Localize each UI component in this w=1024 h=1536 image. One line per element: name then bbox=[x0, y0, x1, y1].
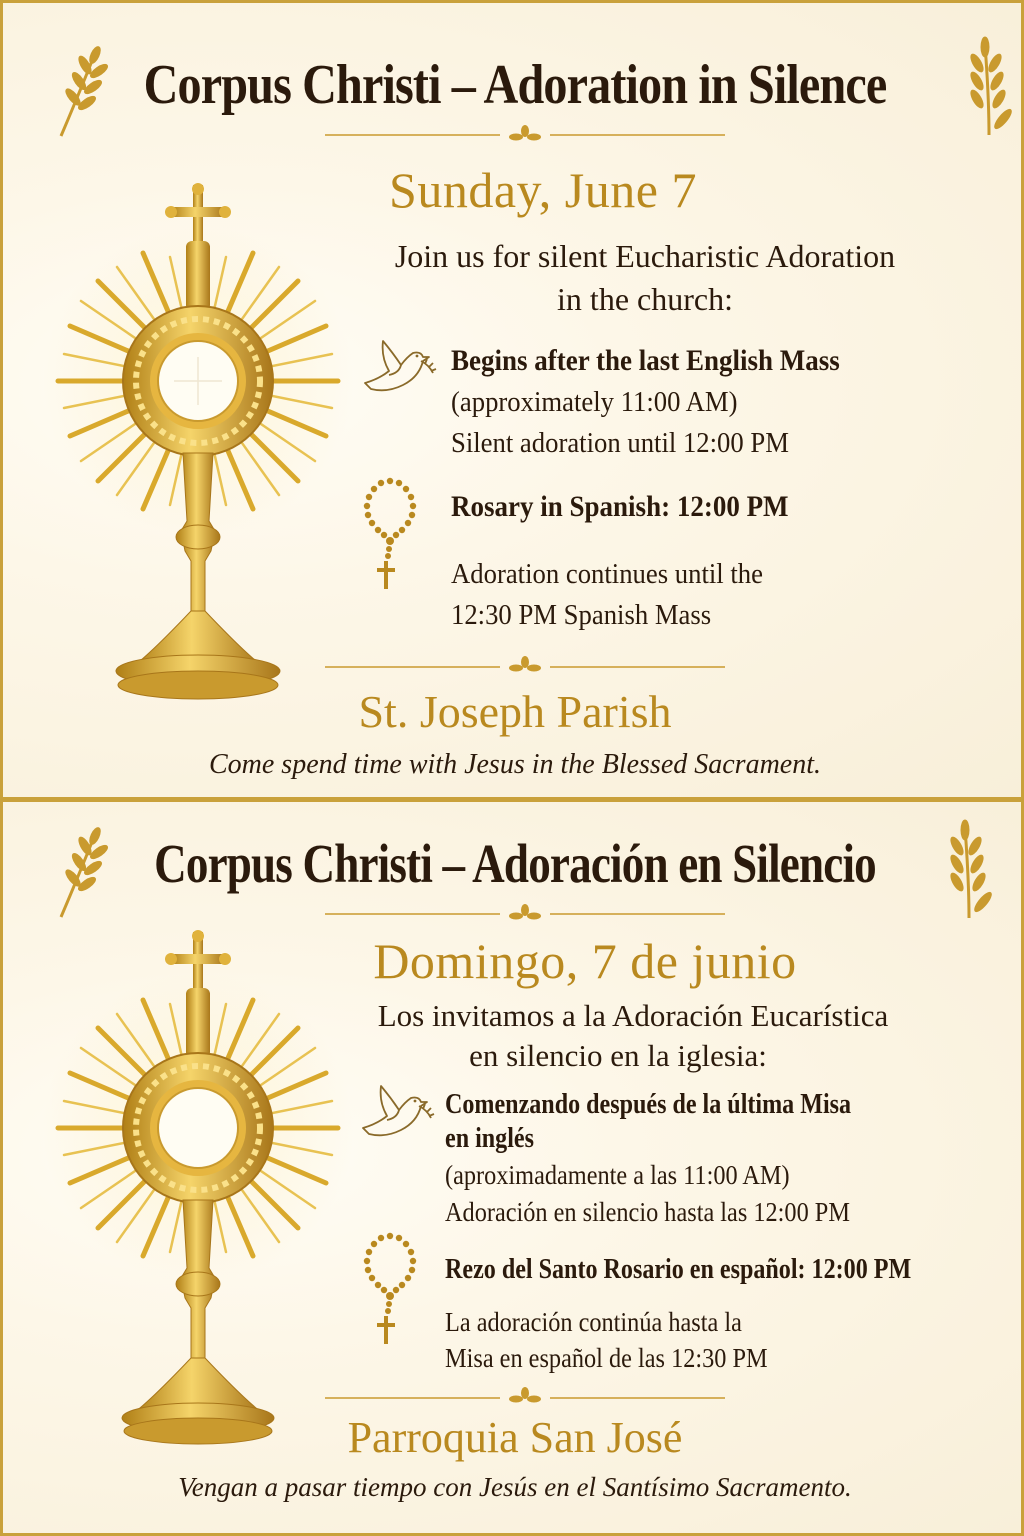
schedule-item-continues bbox=[451, 553, 790, 635]
intro-text bbox=[343, 235, 947, 321]
item-heading: en inglés bbox=[445, 1123, 534, 1154]
tagline: Come spend time with Jesus in the Blessed Sacrament. bbox=[208, 749, 821, 780]
item-detail: Misa en español de las 12:30 PM bbox=[445, 1343, 768, 1373]
wheat-icon bbox=[959, 37, 1019, 137]
dove-icon bbox=[359, 337, 437, 403]
item-detail: Adoración en silencio hasta las 12:00 PM bbox=[445, 1197, 850, 1227]
tagline: Vengan a pasar tiempo con Jesús en el Santísimo Sacramento. bbox=[178, 1472, 852, 1502]
monstrance-icon bbox=[43, 181, 353, 711]
event-date: Sunday, June 7 bbox=[389, 162, 697, 218]
item-detail: 12:30 PM Spanish Mass bbox=[451, 599, 712, 631]
monstrance-icon bbox=[43, 928, 353, 1458]
intro-line: in the church: bbox=[557, 281, 733, 317]
event-date: Domingo, 7 de junio bbox=[373, 933, 797, 989]
item-detail: (aproximadamente a las 11:00 AM) bbox=[445, 1160, 790, 1190]
schedule-item-begin bbox=[445, 1088, 917, 1230]
intro-line: Los invitamos a la Adoración Eucarística bbox=[377, 998, 889, 1033]
dove-icon bbox=[357, 1082, 435, 1148]
intro-line: en silencio en la iglesia: bbox=[469, 1038, 767, 1073]
rosary-icon bbox=[361, 1230, 419, 1348]
rosary-icon bbox=[361, 475, 419, 593]
item-detail: Adoration continues until the bbox=[451, 558, 763, 590]
spanish-flyer bbox=[0, 800, 1024, 1536]
intro-text bbox=[333, 996, 933, 1076]
item-detail: La adoración continúa hasta la bbox=[445, 1307, 742, 1337]
wheat-icon bbox=[939, 820, 999, 920]
ornament-divider bbox=[325, 904, 725, 924]
item-detail: (approximately 11:00 AM) bbox=[451, 386, 738, 418]
ornament-divider bbox=[325, 655, 725, 675]
rosary-time: Rezo del Santo Rosario en español: 12:00 PM bbox=[445, 1254, 912, 1285]
schedule-item-begin bbox=[451, 341, 883, 463]
page-title: Corpus Christi – Adoration in Silence bbox=[143, 54, 887, 116]
ornament-divider bbox=[325, 1386, 725, 1406]
parish-name: St. Joseph Parish bbox=[358, 686, 672, 737]
intro-line: Join us for silent Eucharistic Adoration bbox=[394, 238, 896, 274]
rosary-time: Rosary in Spanish: 12:00 PM bbox=[451, 490, 789, 523]
item-detail: Silent adoration until 12:00 PM bbox=[451, 427, 789, 459]
item-heading: Comenzando después de la última Misa bbox=[445, 1089, 852, 1120]
ornament-divider bbox=[325, 125, 725, 145]
schedule-item-continues bbox=[445, 1304, 803, 1376]
page-title: Corpus Christi – Adoración en Silencio bbox=[154, 833, 876, 894]
item-heading: Begins after the last English Mass bbox=[451, 344, 840, 377]
parish-name: Parroquia San José bbox=[347, 1413, 683, 1462]
